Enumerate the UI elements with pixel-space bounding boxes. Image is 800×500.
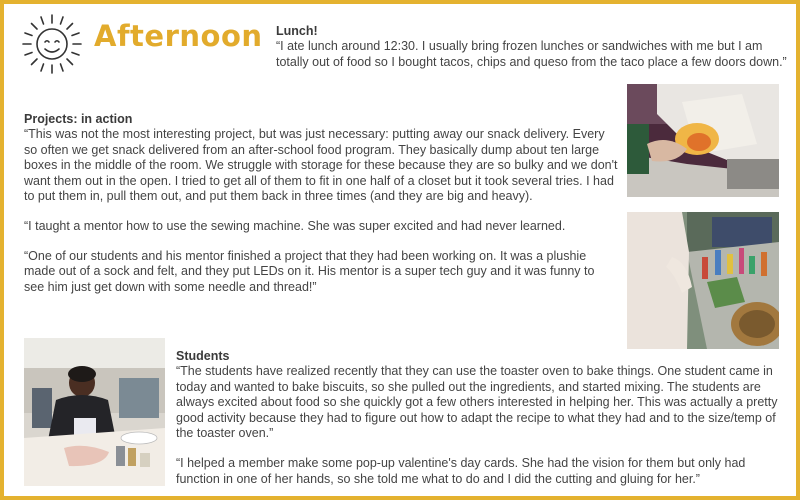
smiling-sun-icon — [20, 12, 84, 76]
students-title: Students — [176, 349, 230, 363]
page-title: Afternoon — [94, 19, 263, 53]
sewing-machine-photo — [627, 84, 779, 197]
projects-paragraph-2: “I taught a mentor how to use the sewing machine. She was super excited and had never learned. — [24, 218, 566, 233]
students-paragraph-2: “I helped a member make some pop-up valentine's day cards. She had the vision for them but only had function in one of her hands, so she told me what to do and I did the cutting and gluing for her.” — [176, 455, 746, 486]
students-section — [176, 349, 788, 487]
lunch-title: Lunch! — [276, 24, 318, 38]
lunch-text: “I ate lunch around 12:30. I usually bring frozen lunches or sandwiches with me but I am totally out of food so I bought tacos, chips and queso from the taco place a few doors down.” — [276, 39, 787, 69]
students-paragraph-1: “The students have realized recently that they can use the toaster oven to bake things. One student came in today and wanted to bake biscuits, so she pulled out the ingredients, and started mixing. The students are always excited about food so she quickly got a few others interested in helping her. This was actually a pretty good activity because they had to figure out how to adapt the recipe to what they had and to the size/temp of the toaster oven.” — [176, 364, 778, 441]
projects-paragraph-1: “This was not the most interesting project, but was just necessary: putting away our snack delivery. Every so often we get snack delivered from an after-school food program. They basically dump about ten large boxes in the middle of the room. We struggle with storage for these because they are so bulky and we don't want them out in the open. I tried to get all of them to fit in one half of a closet but it took several tries. I had to put them in, pull them out, and put them back in three times (and they are big and heavy). — [24, 127, 618, 204]
projects-title: Projects: in action — [24, 112, 133, 126]
student-baking-photo — [24, 338, 165, 486]
lunch-section — [276, 24, 788, 70]
projects-paragraph-3: “One of our students and his mentor finished a project that they had been working on. It was a plushie made out of a sock and felt, and they put LEDs on it. His mentor is a super tech guy and it was funny to see him just get down with some needle and thread!” — [24, 248, 595, 294]
mentor-project-photo — [627, 212, 779, 349]
projects-section — [24, 112, 618, 295]
